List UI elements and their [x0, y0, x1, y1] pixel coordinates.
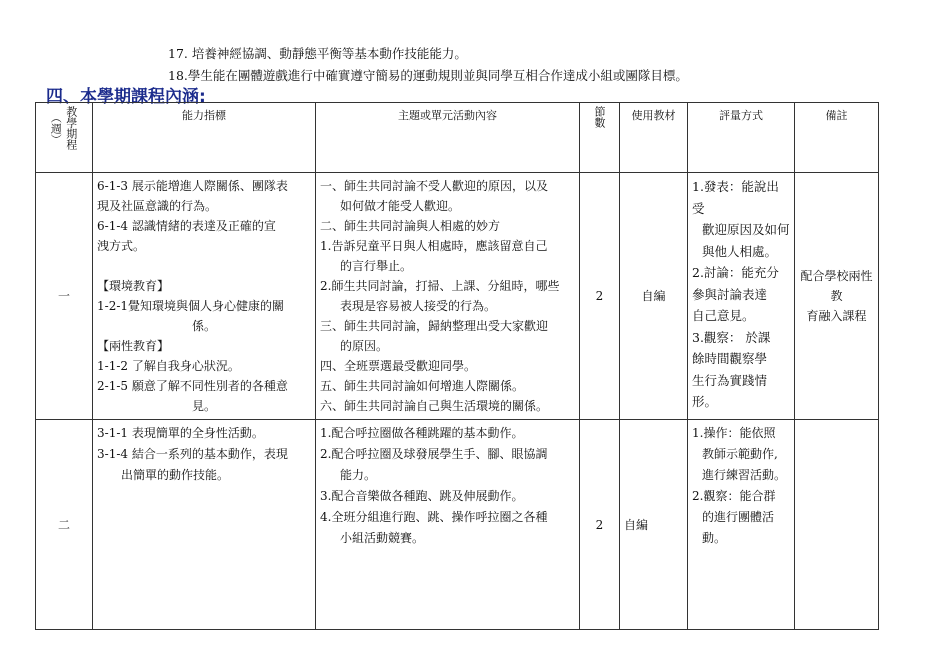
header-material: 使用教材 [620, 103, 688, 173]
ability-line: 見。 [191, 399, 216, 413]
theme-line: 的言行舉止。 [340, 259, 413, 273]
theme-line: 1.配合呼拉圈做各種跳躍的基本動作。 [320, 426, 524, 440]
assessment-cell [688, 173, 795, 420]
ability-line: 6-1-4 認識情緒的表達及正確的宣 [97, 219, 276, 233]
theme-line: 4.全班分組進行跑、跳、操作呼拉圈之各種 [320, 510, 548, 524]
assessment-line: 與他人相處。 [702, 243, 778, 259]
theme-line: 2.師生共同討論，打掃、上課、分組時，哪些 [320, 279, 560, 293]
ability-line: 洩方式。 [97, 239, 146, 253]
ability-line: 2-1-5 願意了解不同性別者的各種意 [97, 379, 288, 393]
assessment-line: 進行練習活動。 [702, 468, 787, 482]
theme-line: 表現是容易被人接受的行為。 [340, 299, 497, 313]
header-theme: 主題或單元活動內容 [316, 103, 580, 173]
theme-line: 2.配合呼拉圈及球發展學生手、腳、眼協調 [320, 447, 548, 461]
assessment-line: 教師示範動作, [702, 447, 778, 461]
theme-line: 一、師生共同討論不受人歡迎的原因，以及 [320, 179, 549, 193]
periods-cell: 2 [580, 420, 620, 630]
material-cell: 自編 [620, 420, 688, 630]
ability-line: 【環境教育】 [97, 279, 170, 293]
ability-cell [93, 420, 316, 630]
header-week-label: 教學期程 [64, 106, 78, 150]
header-week-parens: （週） [49, 111, 63, 145]
assessment-line: 2.觀察：能合群 [692, 489, 776, 503]
assessment-cell [688, 420, 795, 630]
assessment-line: 歡迎原因及如何 [702, 222, 790, 237]
header-periods-label: 節數 [593, 106, 606, 128]
theme-line: 3.配合音樂做各種跑、跳及伸展動作。 [320, 489, 524, 503]
notes-line: 育融入課程 [806, 309, 867, 323]
theme-line: 的原因。 [340, 339, 389, 353]
ability-line: 現及社區意識的行為。 [97, 199, 218, 213]
ability-line: 3-1-4 結合一系列的基本動作，表現 [97, 447, 288, 461]
table-row [36, 173, 879, 420]
assessment-line: 的進行團體活 [702, 510, 775, 524]
theme-line: 小組活動競賽。 [340, 531, 425, 545]
ability-line: 6-1-3 展示能增進人際關係、團隊表 [97, 179, 288, 193]
ability-line: 3-1-1 表現簡單的全身性活動。 [97, 426, 264, 440]
theme-line: 如何做才能受人歡迎。 [340, 199, 461, 213]
week-cell: 二 [36, 420, 93, 630]
assessment-line: 餘時間觀察學 [692, 351, 768, 366]
assessment-line: 1.操作：能依照 [692, 426, 776, 440]
header-notes: 備註 [795, 103, 879, 173]
ability-line: 出簡單的動作技能。 [121, 468, 230, 482]
table-row [36, 420, 879, 630]
header-periods [580, 103, 620, 173]
assessment-line: 形。 [692, 394, 718, 409]
theme-line: 五、師生共同討論如何增進人際關係。 [320, 379, 525, 393]
ability-line: 係。 [191, 319, 216, 333]
assessment-line: 3.觀察： 於課 [692, 329, 771, 345]
theme-line: 1.告訴兒童平日與人相處時，應該留意自己 [320, 239, 548, 253]
ability-line: 1-1-2 了解自我身心狀況。 [97, 359, 240, 373]
ability-line: 【兩性教育】 [97, 339, 170, 353]
notes-cell [795, 173, 879, 420]
theme-cell [316, 420, 580, 630]
assessment-line: 參與討論表達 [692, 286, 768, 302]
section-title: 四、本學期課程內涵: [46, 87, 206, 107]
assessment-line: 2.討論：能充分 [692, 265, 779, 280]
theme-line: 四、全班票選最受歡迎同學。 [320, 359, 477, 373]
assessment-line: 動。 [702, 531, 727, 545]
assessment-line: 生行為實踐情 [692, 372, 768, 388]
theme-line: 能力。 [340, 468, 377, 482]
header-ability: 能力指標 [93, 103, 316, 173]
notes-line: 配合學校兩性教 [800, 269, 873, 303]
theme-line: 二、師生共同討論與人相處的妙方 [320, 219, 501, 233]
course-table [35, 102, 879, 630]
header-row [36, 103, 879, 173]
material-cell: 自編 [620, 173, 688, 420]
ability-cell [93, 173, 316, 420]
objective-17: 17. 培養神經協調、動靜態平衡等基本動作技能能力。 [168, 46, 467, 61]
theme-line: 三、師生共同討論，歸納整理出受大家歡迎 [320, 319, 549, 333]
week-cell: 一 [36, 173, 93, 420]
ability-line [97, 256, 311, 276]
theme-line: 六、師生共同討論自己與生活環境的關係。 [320, 399, 549, 413]
header-week [36, 103, 93, 173]
header-assessment: 評量方式 [688, 103, 795, 173]
objective-18: 18.學生能在團體遊戲進行中確實遵守簡易的運動規則並與同學互相合作達成小組或團隊目標。 [168, 68, 688, 83]
theme-cell [316, 173, 580, 420]
periods-cell: 2 [580, 173, 620, 420]
assessment-line: 1.發表：能說出受 [692, 179, 779, 216]
notes-cell [795, 420, 879, 630]
assessment-line: 自己意見。 [692, 308, 755, 323]
ability-line: 1-2-1覺知環境與個人身心健康的關 [97, 299, 285, 313]
